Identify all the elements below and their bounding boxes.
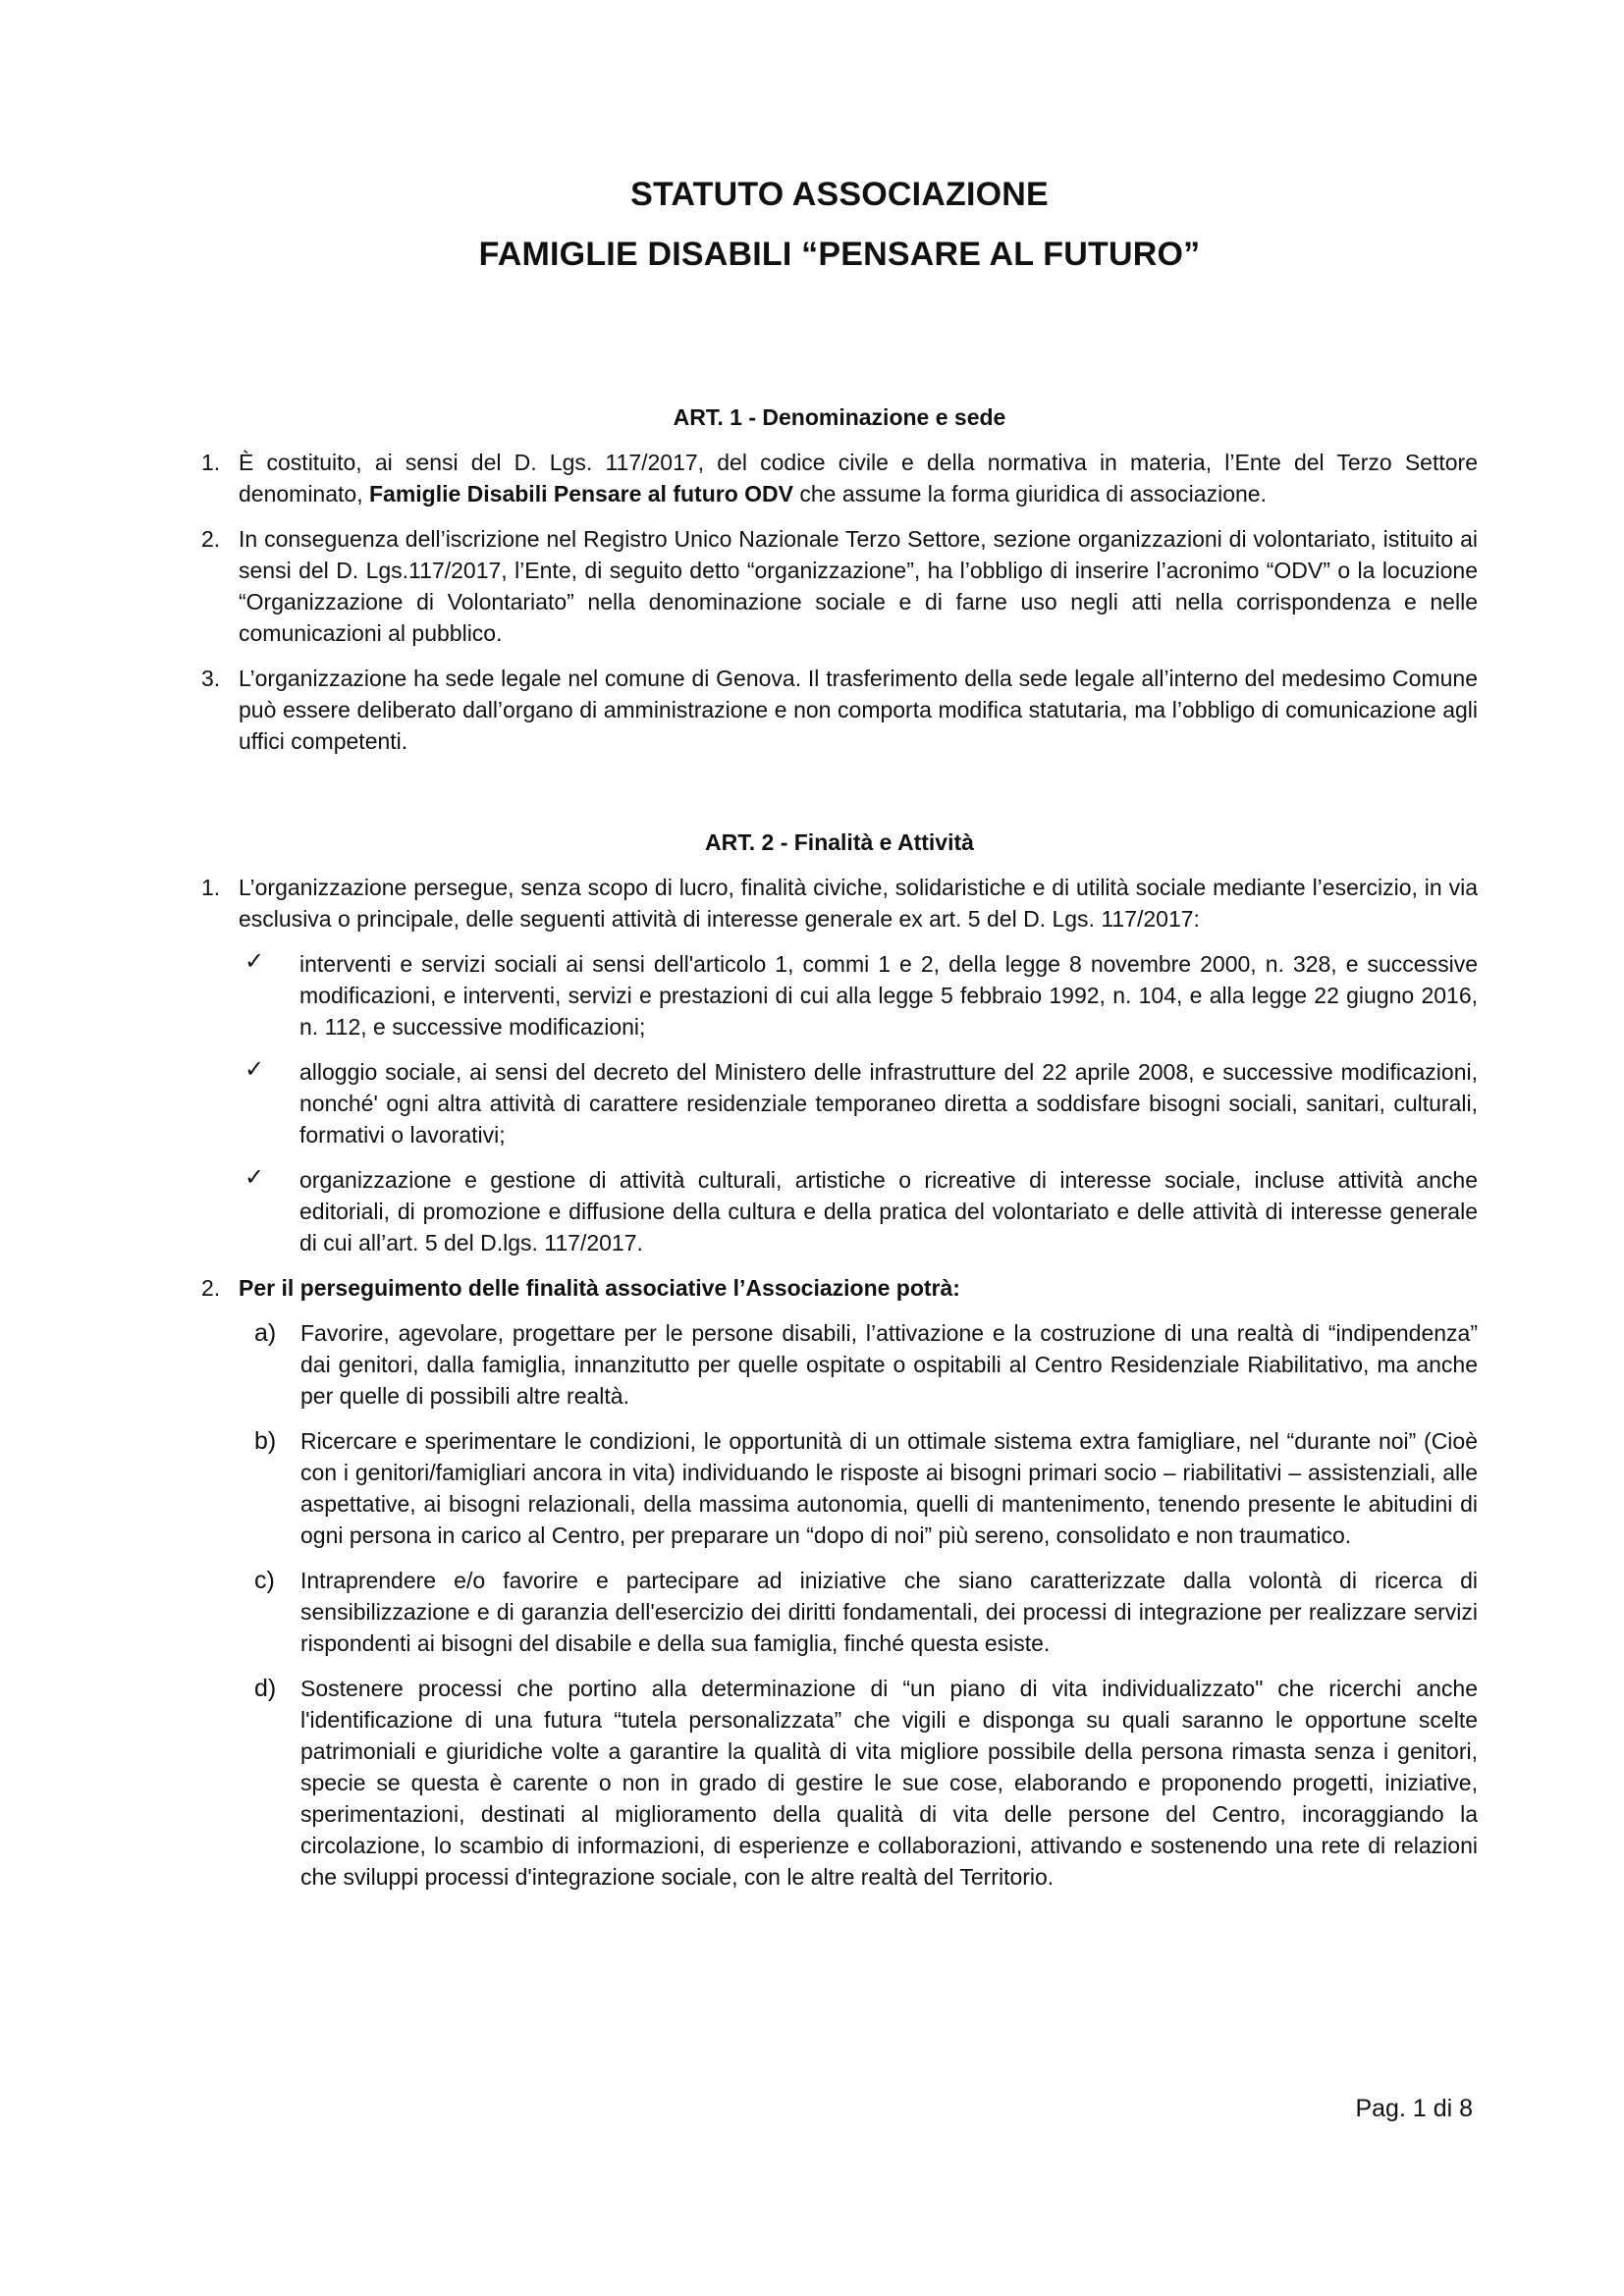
checkmark-icon: ✓ — [244, 1056, 265, 1083]
article-2-paragraph-2 — [201, 1272, 1478, 1304]
activity-text: alloggio sociale, ai sensi del decreto del Ministero delle infrastrutture del 22 aprile 2008, e successive modificazioni, nonché' ogni altra attività di carattere residenziale temporaneo diretta a soddisfare bisogni sociali, sanitari, culturali, formativi o lavorativi; — [299, 1059, 1478, 1148]
document-title-line1: STATUTO ASSOCIAZIONE — [630, 176, 1049, 213]
purpose-item — [201, 1317, 1478, 1412]
paragraph-text: L’organizzazione ha sede legale nel comune di Genova. Il trasferimento della sede legale all’interno del medesimo Comune può essere deliberato dall’organo di amministrazione e non comporta modifica statutaria, ma l’obbligo di comunicazione agli uffici competenti. — [239, 666, 1478, 754]
article-1-paragraph-2 — [201, 523, 1478, 649]
article-1-heading: ART. 1 - Denominazione e sede — [673, 404, 1006, 430]
checkmark-icon: ✓ — [244, 1164, 265, 1191]
purpose-text: Ricercare e sperimentare le condizioni, le opportunità di un ottimale sistema extra famigliare, nel “durante noi” (Cioè con i genitori/famigliari ancora in vita) individuando le risposte ai bisogni primari socio – riabilitativi – assistenziali, alle aspettative, ai bisogni relazionali, della massima autonomia, quelli di mantenimento, tenendo presente le abitudini di ogni persona in carico al Centro, per preparare un “dopo di noi” più sereno, consolidato e non traumatico. — [300, 1428, 1478, 1548]
article-2-heading: ART. 2 - Finalità e Attività — [705, 829, 974, 855]
association-name: Famiglie Disabili Pensare al futuro ODV — [368, 481, 793, 507]
paragraph-text: che assume la forma giuridica di associazione. — [793, 481, 1267, 507]
article-1-paragraph-3 — [201, 663, 1478, 757]
document-title-line2: FAMIGLIE DISABILI “PENSARE AL FUTURO” — [478, 236, 1201, 273]
activities-list — [201, 948, 1478, 1258]
paragraph-number: 3. — [201, 666, 221, 691]
item-letter: c) — [254, 1567, 275, 1594]
document-body — [201, 165, 1478, 1893]
purpose-text: Intraprendere e/o favorire e partecipare ad iniziative che siano caratterizzate dalla volontà di ricerca di sensibilizzazione e di garanzia dell'esercizio dei diritti fondamentali, dei processi di integrazione per realizzare servizi rispondenti ai bisogni del disabile e della sua famiglia, finché questa esiste. — [300, 1568, 1478, 1656]
purpose-text: Favorire, agevolare, progettare per le persone disabili, l’attivazione e la costruzione di una realtà di “indipendenza” dai genitori, dalla famiglia, innanzitutto per quelle ospitate o ospitabili al Centro Residenziale Riabilitativo, ma anche per quelle di possibili altre realtà. — [300, 1320, 1478, 1409]
paragraph-text: Per il perseguimento delle finalità associative l’Associazione potrà: — [239, 1275, 960, 1301]
paragraph-text: In conseguenza dell’iscrizione nel Registro Unico Nazionale Terzo Settore, sezione organizzazioni di volontariato, istituito ai sensi del D. Lgs.117/2017, l’Ente, di seguito detto “organizzazione”, ha l’obbligo di inserire l’acronimo “ODV” o la locuzione “Organizzazione di Volontariato” nella denominazione sociale e di farne uso negli atti nella corrispondenza e nelle comunicazioni al pubblico. — [239, 526, 1478, 646]
article-2-paragraph-1 — [201, 872, 1478, 934]
purpose-item — [201, 1673, 1478, 1893]
checkmark-icon: ✓ — [244, 948, 265, 975]
item-letter: a) — [254, 1319, 277, 1347]
paragraph-number: 2. — [201, 1275, 221, 1301]
activity-item — [201, 1164, 1478, 1258]
paragraph-number: 1. — [201, 875, 221, 900]
page-number: Pag. 1 di 8 — [1355, 2095, 1473, 2122]
item-letter: d) — [254, 1675, 277, 1702]
item-letter: b) — [254, 1427, 277, 1455]
paragraph-number: 1. — [201, 450, 221, 475]
purposes-list — [201, 1317, 1478, 1893]
activity-item — [201, 1056, 1478, 1150]
paragraph-text: L’organizzazione persegue, senza scopo di lucro, finalità civiche, solidaristiche e di utilità sociale mediante l’esercizio, in via esclusiva o principale, delle seguenti attività di interesse generale ex art. 5 del D. Lgs. 117/2017: — [239, 875, 1478, 932]
activity-text: organizzazione e gestione di attività culturali, artistiche o ricreative di interesse sociale, incluse attività anche editoriali, di promozione e diffusione della cultura e della pratica del volontariato e delle attività di interesse generale di cui all’art. 5 del D.lgs. 117/2017. — [299, 1167, 1478, 1255]
paragraph-text: È costituito, ai sensi del D. Lgs. 117/2017, del codice civile e della normativa in materia, l’Ente del Terzo Settore denominato, — [239, 450, 1478, 507]
purpose-item — [201, 1565, 1478, 1659]
activity-item — [201, 948, 1478, 1042]
paragraph-number: 2. — [201, 526, 221, 552]
purpose-text: Sostenere processi che portino alla determinazione di “un piano di vita individualizzato" che ricerchi anche l'identificazione di una futura “tutela personalizzata” che vigili e disponga su quali saranno le opportune scelte patrimoniali e giuridiche volte a garantire la qualità di vita migliore possibile della persona rimasta senza i genitori, specie se questa è carente o non in grado di gestire le sue cose, elaborando e proponendo progetti, iniziative, sperimentazioni, destinati al miglioramento della qualità di vita delle persone del Centro, incoraggiando la circolazione, lo scambio di informazioni, di esperienze e collaborazioni, attivando e sostenendo una rete di relazioni che sviluppi processi d'integrazione sociale, con le altre realtà del Territorio. — [300, 1676, 1478, 1890]
purpose-item — [201, 1425, 1478, 1551]
article-1-paragraph-1 — [201, 447, 1478, 509]
activity-text: interventi e servizi sociali ai sensi dell'articolo 1, commi 1 e 2, della legge 8 novembre 2000, n. 328, e successive modificazioni, e interventi, servizi e prestazioni di cui alla legge 5 febbraio 1992, n. 104, e alla legge 22 giugno 2016, n. 112, e successive modificazioni; — [299, 951, 1478, 1040]
